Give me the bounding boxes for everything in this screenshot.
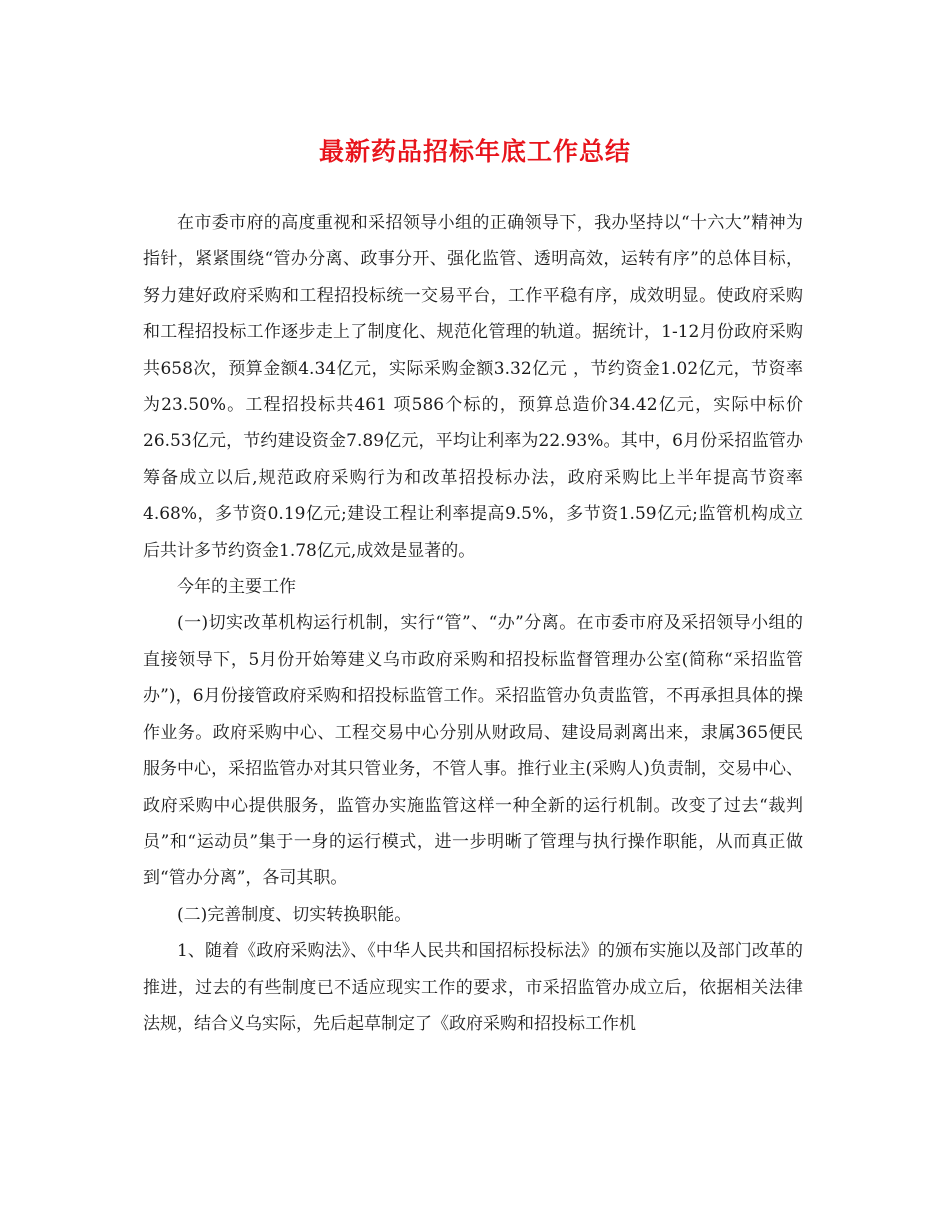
paragraph-main-work-heading: 今年的主要工作 bbox=[177, 577, 296, 598]
paragraph-intro: 在市委市府的高度重视和采招领导小组的正确领导下，我办坚持以“十六大”精神为指针，紧紧围绕“管办分离、政事分开、强化监管、透明高效，运转有序”的总体目标，努力建好政府采购和工程招投标统一交易平台，工作平稳有序，成效明显。使政府采购和工程招投标工作逐步走上了制度化、规范化管理的轨道。据统计，1-12月份政府采购共658次，预算金额4.34亿元，实际采购金额3.32亿元 ，节约资金1.02亿元，节资率为23.50%。工程招投标共461 项586个标的，预算总造价34.42亿元，实际中标价26.53亿元，节约建设资金7.89亿元，平均让利率为22.93%。其中，6月份采招监管办筹备成立以后,规范政府采购行为和改革招投标办法，政府采购比上半年提高节资率4.68%，多节资0.19亿元;建设工程让利率提高9.5%，多节资1.59亿元;监管机构成立后共计多节约资金1.78亿元,成效是显著的。 bbox=[143, 213, 803, 561]
paragraph-section-1: (一)切实改革机构运行机制，实行“管”、“办”分离。在市委市府及采招领导小组的直接领导下，5月份开始筹建义乌市政府采购和招投标监督管理办公室(简称“采招监管办”)，6月份接管政府采购和招投标监管工作。采招监管办负责监管，不再承担具体的操作业务。政府采购中心、工程交易中心分别从财政局、建设局剥离出来，隶属365便民服务中心，采招监管办对其只管业务，不管人事。推行业主(采购人)负责制，交易中心、政府采购中心提供服务，监管办实施监管这样一种全新的运行机制。改变了过去“裁判员”和“运动员”集于一身的运行模式，进一步明晰了管理与执行操作职能，从而真正做到“管办分离”，各司其职。 bbox=[143, 613, 803, 889]
paragraph-item-1: 1、随着《政府采购法》、《中华人民共和国招标投标法》的颁布实施以及部门改革的推进，过去的有些制度已不适应现实工作的要求，市采招监管办成立后，依据相关法律法规，结合义乌实际，先后起草制定了《政府采购和招投标工作机 bbox=[143, 941, 803, 1034]
document-body bbox=[143, 205, 803, 1042]
paragraph-section-2-heading: (二)完善制度、切实转换职能。 bbox=[177, 904, 412, 925]
document-title: 最新药品招标年底工作总结 bbox=[318, 137, 631, 166]
